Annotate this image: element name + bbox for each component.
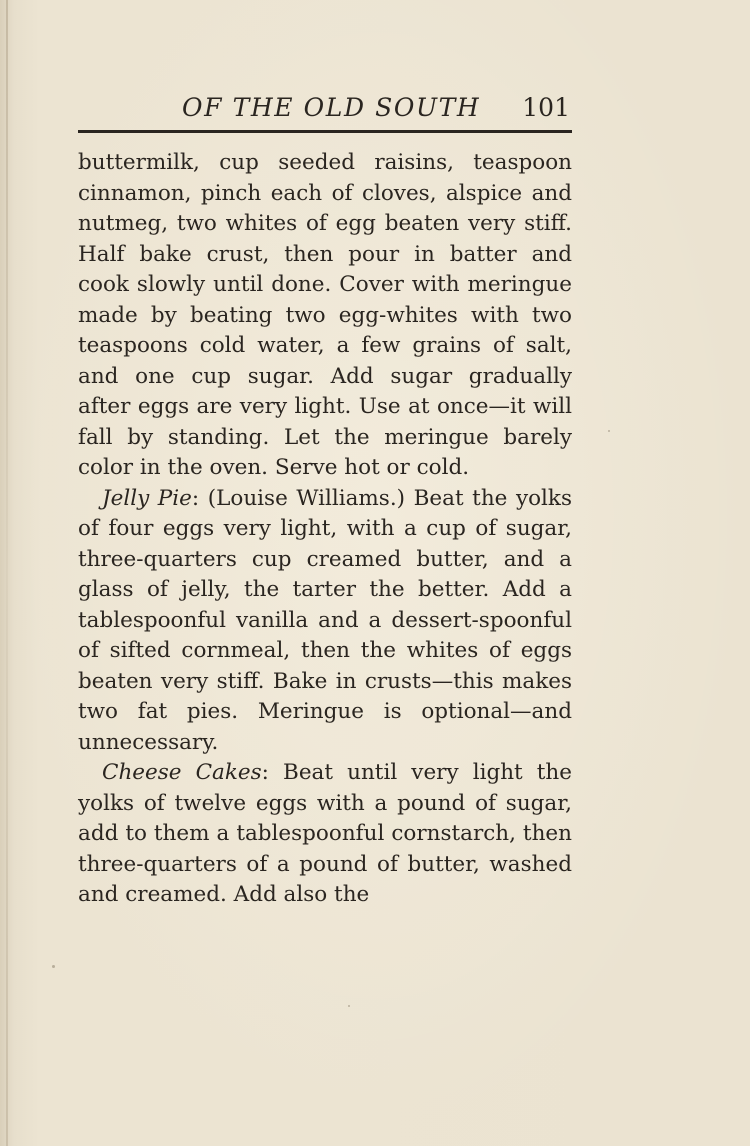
paper-speck: [608, 430, 610, 432]
paragraph-cheese-cakes: [78, 758, 572, 911]
recipe-title-jelly-pie: Jelly Pie: [102, 485, 192, 511]
recipe-title-cheese-cakes: Cheese Cakes: [102, 760, 262, 785]
page-header: [78, 88, 572, 128]
page-gutter-shadow: [6, 0, 8, 1146]
paper-speck: [348, 1005, 350, 1007]
header-rule: [78, 130, 572, 133]
paragraph-jelly-pie: [78, 484, 572, 759]
recipe-title-colon: :: [191, 485, 200, 511]
body-text: [78, 148, 572, 911]
paragraph-continuation: buttermilk, cup seeded raisins, teaspoon cinnamon, pinch each of cloves, alspice and nutmeg, two whites of egg beaten very stiff. Half bake crust, then pour in batter and cook slowly until done. Cover with meringue made by beating two egg-whites with two teaspoons cold water, a few grains of salt, and one cup sugar. Add sugar gradually after eggs are very light. Use at once—it will fall by standing. Let the meringue barely color in the oven. Serve hot or cold.: [78, 150, 572, 480]
page-number: 101: [522, 93, 570, 122]
recipe-body-cheese-cakes: Beat until very light the yolks of twelve eggs with a pound of sugar, add to them a tablespoonful cornstarch, then three-quarters of a pound of butter, washed and creamed. Add also the: [78, 760, 573, 907]
running-title: OF THE OLD SOUTH: [182, 93, 481, 122]
recipe-title-colon: :: [261, 760, 269, 785]
paper-speck: [52, 965, 55, 968]
recipe-body-jelly-pie: (Louise Williams.) Beat the yolks of four eggs very light, with a cup of sugar, three-quarters cup creamed butter, and a glass of jelly, the tarter the better. Add a tablespoonful vanilla and a dessert-spoonful of sifted cornmeal, then the whites of eggs beaten very stiff. Bake in crusts—this makes two fat pies. Meringue is optional—and unnecessary.: [78, 485, 572, 755]
